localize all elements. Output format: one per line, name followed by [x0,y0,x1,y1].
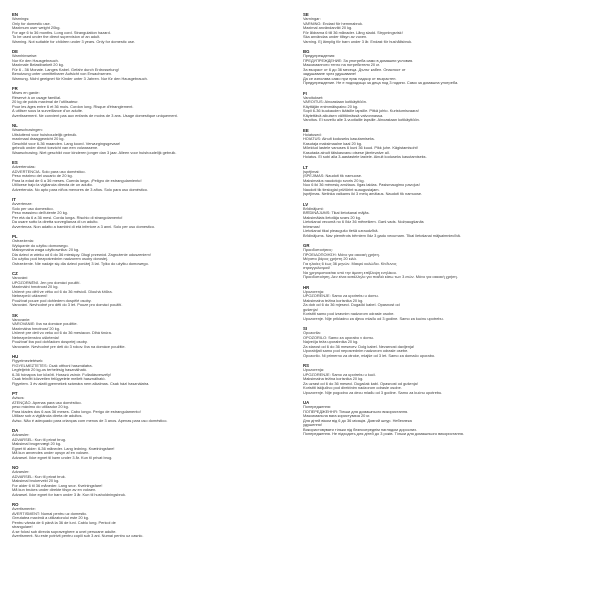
warning-line: Įspėjimai: [303,169,320,174]
warning-line: Maximálna hmotnosť 20 kg. [12,326,60,331]
warning-line: Solo per uso domestico. [12,206,54,211]
language-section [12,465,287,497]
warning-line: Peso máximo del usuario de 20 kg. [12,174,73,179]
warning-line: Käyttäjän enimmäispaino 20 kg. [303,104,359,109]
warning-line: To be used under the direct supervision of an adult. [12,35,101,40]
warning-line: gušenja! [303,307,318,312]
language-code: SI [303,326,308,331]
warning-line: Avvertenze: [12,202,33,207]
language-code: EN [12,12,18,17]
warning-line: Maksimalna težina korisnika 20 kg. [303,298,364,303]
language-code: NL [12,123,18,128]
language-code: EE [303,127,309,133]
warning-line: Maximální hmotnost 20 kg. [12,285,59,290]
left-column [12,12,287,544]
warning-line: Да се използва само при пряк надзор от възрастен. [303,76,397,81]
warning-line: Para la edad de 6 a 36 meses. Cuerda larga. ¡Peligro de estrangulamiento! [12,178,142,183]
warning-line: Varovanie: [12,317,31,322]
language-code: DE [12,49,18,54]
warning-line: Lietošanai tikai pieaugušo tiešā uzraudzībā. [303,229,379,234]
warning-line: Advertencia. No apto para niños menores de 3 años. Solo para uso doméstico. [12,187,149,192]
right-column [303,12,578,442]
language-section [303,49,578,86]
warning-line: Určené pro děti ve věku od 6 do 36 měsíců. Dlouhá šňůra. [12,289,113,294]
warning-line: Pentru vârsta de 6 până la 36 de luni. Cablu lung. Pericol de [12,520,116,525]
language-section [303,128,578,160]
warning-line: Lietošanai vecumā no 6 līdz 36 mēnešiem. Garš vads. Nožņaugšanās [303,220,424,225]
language-code: RO [12,502,19,507]
warning-line: Må kun brukes under direkte tilsyn av en voksen. [12,488,97,493]
language-code: HR [303,284,310,290]
warning-line: Використовувати тільки під безпосереднім наглядом дорослих. [303,427,418,432]
language-section [303,363,578,395]
language-section [12,49,287,81]
warning-line: Upozorenja: [303,368,324,373]
warning-line: BRĪDINĀJUMS: Tikai lietošanai mājās. [303,211,370,216]
warning-line: Peso massimo dell'utente 20 kg. [12,211,68,216]
language-code: BG [303,49,310,54]
warning-line: Må kun anvendes under opsyn af en voksen. [12,451,90,456]
warning-line: Hoiatused: [303,132,322,137]
warning-line: Mõeldud lastele vanuses 6 kuni 36 kuud. Pikk juhe. Kägistamisoht! [303,146,418,151]
warning-line: задушаване чрез удушаване! [303,72,357,77]
warning-line: Varningar: [303,17,321,22]
warning-line: Advarsel. Ikke egnet for barn under 3 år. Kun til husholdningsbruk. [12,492,126,497]
warning-line: Para idades dos 6 aos 36 meses. Cabo longo. Perigo de estrangulamento! [12,409,141,414]
warning-line: ATENÇÃO. Apenas para uso doméstico. [12,400,82,405]
warning-line: Maximum user weight 20kg. [12,26,61,31]
warning-line: Brīdinājums. Nav piemērots bērniem līdz 3 gadu vecumam. Tikai lietošanai mājsaimniecībā. [303,233,461,238]
warning-line: Naudoti tik tiesiogiai prižiūrint suaugusiajam. [303,187,380,192]
warning-line: Koristiti samo pod izravnim nadzorom odrasle osobe. [303,312,395,317]
warning-line: Upozorenje. Nije prikladno za djecu mlađu od 3 godine. Samo za kućnu upotrebu. [303,316,444,321]
warning-line: Advertencias: [12,165,36,170]
warning-line: A se folosi sub directa supraveghere a unei persoane adulte. [12,529,117,534]
language-code: RS [303,363,309,368]
warning-line: Максимальна вага користувача 20 кг. [303,414,371,419]
warning-line: Da usare sotto la diretta sorveglianza di un adulto. [12,220,99,225]
language-section [303,91,578,123]
warning-line: For age 6 to 36 months. Long cord. Strangulation hazard. [12,30,111,35]
language-section [303,165,578,197]
warning-line: Kasutada ainult täiskasvanu otsese järelevalve all. [303,150,390,155]
warning-line: Egnet til alder: 6-36 måneder. Lang ledning. Kvælningsfare! [12,446,115,451]
language-section [12,502,287,539]
warning-line: Za dob od 6 do 36 mjeseci. Dugački kabel. Opasnost od [303,303,400,308]
warning-line: peso máximo do utilizador 20 kg. [12,405,69,410]
warning-line: Varoitus. Ei sovellu alle 3-vuotiaille lapsille. Ainoastaan kotikäyttöön. [303,118,420,123]
warning-line: Geschikt voor 6-36 maanden. Lang koord. Verwurgingsgevaar! [12,141,121,146]
warning-line: Предупреждения: [303,54,336,59]
warning-line: Для дітей віком від 6 до 36 місяців. Довгий шнур. Небезпека [303,418,412,423]
language-section [12,271,287,308]
warning-line: Попередження: [303,405,331,410]
warning-line: Maksimal brugervægt 20 kg. [12,442,62,447]
language-section [12,313,287,350]
warning-line: Ostrzeżenie. Nie nadaje się dla dzieci poniżej 3 lat. Tylko do użytku domowego. [12,261,149,266]
language-code: NO [12,465,19,470]
language-section [12,354,287,386]
warning-line: Предупреждение. Не е подходящо за деца под 3 години. Само за домашна употреба. [303,81,459,86]
warning-line: ĮSPĖJIMAS: Naudoti tik namuose. [303,174,363,179]
warning-line: 20 kg de poids maximal de l'utilisateur. [12,100,79,105]
language-section [303,243,578,280]
warning-line: Greutatea maximă a utilizatorului este 20 kg. [12,516,89,521]
warning-line: Aviso. Não é adequado para crianças com menos de 3 anos. Apenas para uso doméstico. [12,418,168,423]
language-section [12,428,287,460]
warning-line: Advarsel. Ikke egnet til børn under 3 år. Kun til privat brug. [12,455,113,460]
warning-line: Csak felnőtt közvetlen felügyelete mellett használható. [12,377,106,382]
warning-line: För åldrarna 6 till 36 månader. Lång sladd. Strypningsrisk! [303,30,403,35]
warning-line: Opozorilo. Ni primerno za otroke, mlajše od 3 let. Samo za domačo uporabo. [303,353,436,358]
warning-line: Figyelem. 3 év alatti gyermekek számára nem alkalmas. Csak házi használatra. [12,381,150,386]
language-code: CZ [12,271,18,276]
language-section [12,12,287,44]
warning-line: Za starost od 6 do 36 mesecev. Dolg kabel. Nevarnost davljenja! [303,344,415,349]
warning-line: ADVARSEL: Kun til privat brug. [12,437,66,442]
warning-line: Ska användas under tillsyn av vuxen. [303,35,368,40]
warning-line: Μέγιστο βάρος χρήστη 20 κιλά. [303,257,357,262]
warning-line: HOIATUS: Ainult koduseks kasutamiseks. [303,137,375,142]
language-code: LT [303,164,308,170]
language-section [12,86,287,118]
warning-line: Maksimalus naudotojo svoris 20 kg. [303,178,365,183]
warning-line: Για ηλικίες 6 έως 36 μηνών. Μακρύ καλώδιο. Κίνδυνος [303,261,397,266]
warning-line: Figyelmeztetések: [12,359,44,364]
warning-line: Warnhinweise: [12,54,38,59]
warning-line: AVERTISMENT: Numai pentru uz domestic. [12,511,88,516]
warning-line: Hoiatus. Ei sobi alla 3-aastastele lastele. Ainult koduseks kasutamiseks. [303,155,427,160]
warning-line: Réservé à un usage familial. [12,95,62,100]
language-section [12,123,287,155]
warning-line: VAROITUS: Ainoastaan kotikäyttöön. [303,100,367,105]
warning-line: За възраст от 6 до 36 месеца. Дълъг кабел. Опасност от [303,67,406,72]
warning-line: FIGYELMEZTETÉS: Csak otthoni használatra. [12,363,93,368]
warning-line: Advarsler: [12,470,30,475]
language-section [12,234,287,266]
warning-line: strangulare! [12,525,33,530]
warning-line: Only for domestic use. [12,21,51,26]
warning-line: Ostrzeżenia: [12,239,34,244]
warning-line: Warnings: [12,17,30,22]
language-code: ES [12,160,18,165]
warning-line: Koristiti isključivo pod direktnim nadzorom odrasle osobe. [303,386,402,391]
language-section [12,160,287,192]
language-section [303,326,578,358]
warning-line: 6-36 hónapos kor között. Hosszú zsinór. Fulladásveszély! [12,372,112,377]
warning-line: Maksimalna težina korisnika 20 kg. [303,377,364,382]
warning-line: UPOZORNĚNÍ. Jen pro domácí použití. [12,280,81,285]
language-code: FR [12,86,18,91]
warning-line: Avisos: [12,396,25,401]
warning-line: Maksimal brukervekt 20 kg. [12,479,60,484]
warning-line: UPOZORENJE: Samo za upotrebu u domu. [303,294,379,299]
language-code: PL [12,234,18,239]
language-code: HU [12,354,19,359]
warning-line: ПОПЕРЕДЖЕННЯ: Тільки для домашнього використання. [303,409,409,414]
warning-line: Varování: [12,276,29,281]
warning-line: Maksimālais lietotāja svars 20 kg. [303,215,361,220]
warning-line: Προειδοποιήσεις: [303,248,333,253]
warning-line: Používať iba pod dohľadom dospelej osoby. [12,340,88,345]
warning-line: Попередження. Не підходить для дітей до 3 років. Тільки для домашнього використання. [303,432,464,437]
warning-line: Avertisment. Nu este potrivit pentru copiii sub 3 ani. Numai pentru uz casnic. [12,534,144,539]
warning-line: Varning. Ej lämplig för barn under 3 år. Endast för hushållsbruk. [303,39,413,44]
warning-line: Utilícese bajo la vigilancia directa de un adulto. [12,183,93,188]
warning-line: Opozorila: [303,331,321,336]
language-code: PT [12,391,18,396]
language-code: GR [303,243,310,248]
warning-line: Avvertenza. Non adatto a bambini di età inferiore a 3 anni. Solo per uso domestico. [12,224,156,229]
language-code: IT [12,197,16,202]
language-code: SK [12,312,18,318]
warning-line: Να χρησιμοποιείται υπό την άμεση επίβλεψη ενηλίκου. [303,270,397,275]
warning-line: Warnung. Nicht geeignet für Kinder unter 3 Jahren. Nur für den Hausgebrauch. [12,76,148,81]
warning-line: Určené pre deti vo veku od 6 do 36 mesiacov. Dlhá šnúra. [12,331,112,336]
warning-line: UPOZORENJE: Samo za upotrebu u kući. [303,372,376,377]
warning-line: Maximal användarvikt 20 kg. [303,26,353,31]
warning-line: Įspėjimas. Netinka vaikams iki 3 metų amžiaus. Naudoti tik namuose. [303,192,423,197]
language-code: UA [303,400,310,405]
warning-line: Waarschuwing. Niet geschikt voor kinderen jonger dan 3 jaar. Alleen voor huishoudelijk gebruik. [12,150,177,155]
warning-line: Kasutaja maksimaalne kaal 20 kg. [303,141,363,146]
warning-line: Varoitukset: [303,95,324,100]
warning-line: Používat pouze pod dohledem dospělé osoby. [12,298,92,303]
warning-line: Nuo 6 iki 36 mėnesių amžiaus. Ilgas laidas. Pasismaugimo pavojus! [303,183,420,188]
warning-line: ΠΡΟΕΙΔΟΠΟΙΗΣΗ: Μόνο για οικιακή χρήση. [303,252,380,257]
warning-line: VARNING: Endast för hemmabruk. [303,21,364,26]
warning-line: Nur für den Hausgebrauch. [12,58,59,63]
warning-line: For alder 6 til 36 måneder. Lang snor. Kvelningsfare! [12,483,103,488]
warning-line: OPOZORILO: Samo za uporabo v domu. [303,335,374,340]
warning-line: ADVARSEL: Kun til privat bruk. [12,474,66,479]
warning-line: Максималното тегло на потребителя 20 кг. [303,63,380,68]
warning-line: Do użytku pod bezpośrednim nadzorem osoby dorosłej. [12,257,109,262]
warning-line: Maksymalna waga użytkownika: 20 kg. [12,248,80,253]
warning-line: Käytettävä aikuisen välittömässä valvonnassa. [303,113,384,118]
warning-line: Dla dzieci w wieku od 6 do 36 miesięcy. Długi przewód. Zagrożenie uduszeniem! [12,252,151,257]
language-section [303,12,578,44]
warning-line: Avertismente: [12,507,36,512]
warning-line: Mises en garde: [12,91,40,96]
warning-line: Varovanie. Nevhodné pre deti do 3 rokov. Iba na domáce použitie. [12,344,126,349]
warning-line: À utiliser sous la surveillance d'un adulte. [12,109,84,114]
warning-line: Uitsluitend voor huishoudelijk gebruik. [12,132,78,137]
warning-line: Für 6 - 36 Monate. Langes Kabel. Gefahr durch Erdrosselung! [12,67,119,72]
warning-line: Per età da 6 a 36 mesi. Corda lunga. Rischio di strangolamento! [12,215,123,220]
warning-line: Utilizar sob a vigilância direta de adultos. [12,414,83,419]
warning-line: Benutzung unter unmittelbarer Aufsicht von Erwachsenen. [12,72,113,77]
warning-line: Waarschuwingen: [12,128,43,133]
warning-line: Legfeljebb 20 kg-os terhelésig használható. [12,368,88,373]
warning-line: gebruik onder direct toezicht van een volwassene. [12,146,99,151]
warning-line: Avertissement. Ne convient pas aux enfants de moins de 3 ans. Usage domestique uniquement. [12,113,178,118]
warning-line: ADVERTENCIA. Solo para uso doméstico. [12,169,86,174]
warning-line: Nebezpečenstvo uškrtenia! [12,335,59,340]
warning-line: Maximale Belastbarkeit 20 kg. [12,63,64,68]
language-code: FI [303,90,307,96]
language-code: DA [12,428,19,433]
warning-line: στραγγαλισμού! [303,266,331,271]
warning-line: maximaal draaggewicht 20 kg. [12,137,65,142]
language-section [303,400,578,437]
warning-line: briesmas! [303,224,320,229]
warning-line: Sopii 6-36 kuukauden ikäisille lapsille. Pitkä johto. Kuristumisvaara! [303,109,419,114]
warning-line: Za uzrast od 6 do 36 meseci. Dugačak kabl. Opasnost od gušenja! [303,381,418,386]
language-section [12,391,287,423]
warning-line: Wyłącznie do użytku domowego. [12,243,69,248]
language-code: SE [303,12,309,17]
warning-line: Brīdinājumi: [303,206,324,211]
warning-line: Nebezpečí uškrcení! [12,294,48,299]
warning-line: Uporabljati samo pod neposrednim nadzorom odrasle osebe. [303,349,409,354]
language-section [303,202,578,239]
language-code: LV [303,201,309,207]
warning-line: Warning. Not suitable for children under 3 years. Only for domestic use. [12,39,136,44]
language-section [303,285,578,322]
warning-line: Največja teža uporabnika 20 kg. [303,340,359,345]
warning-line: Pour les âges entre 6 et 36 mois. Cordon long. Risque d'étranglement. [12,104,134,109]
warning-line: Upozorenje. Nije pogodno za decu mlađu od 3 godine. Samo za kućnu upotrebu. [303,390,443,395]
warning-line: VAROVANIE: Iba na domáce použitie. [12,322,78,327]
warning-line: Advarsler: [12,433,30,438]
warning-line: ПРЕДУПРЕЖДЕНИЕ: За употреба само в домашни условия. [303,58,414,63]
warning-line: Upozorenja: [303,289,324,294]
warning-line: Προειδοποίηση. Δεν είναι κατάλληλο για παιδιά κάτω των 3 ετών. Μόνο για οικιακή χρήση. [303,275,458,280]
warning-line: Varování. Nevhodné pro děti do 3 let. Pouze pro domácí použití. [12,303,123,308]
language-section [12,197,287,229]
warning-line: удушення! [303,423,322,428]
